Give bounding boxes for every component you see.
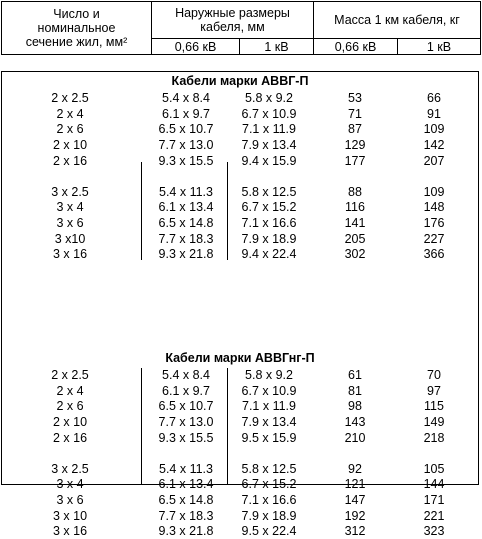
cell-cores: 3 х 10 (52, 508, 88, 523)
cell-mass-1: 109 (423, 122, 445, 137)
cell-dim-1: 7.9 х 13.4 (241, 138, 297, 153)
cell-dim-066: 5.4 х 11.3 (159, 184, 213, 199)
cell-dim-066: 6.1 х 13.4 (158, 477, 214, 492)
cell-dim-066: 6.5 х 14.8 (158, 492, 214, 507)
cell-dim-066: 5.4 х 11.3 (159, 461, 213, 476)
cell-cores: 3 х 4 (56, 477, 84, 492)
cell-mass-1: 227 (423, 231, 445, 246)
cell-dim-1: 7.9 х 18.9 (241, 508, 297, 523)
cell-cores: 3 х10 (54, 231, 86, 246)
cell-mass-1: 109 (423, 184, 445, 199)
header-sub-mass-066: 0,66 кВ (314, 39, 398, 55)
cell-mass-066: 98 (348, 399, 362, 414)
cell-dim-1: 6.7 х 10.9 (241, 106, 297, 121)
cell-dim-066: 5.4 х 8.4 (162, 368, 210, 382)
cell-mass-066: 210 (344, 430, 366, 445)
cell-mass-066: 141 (344, 215, 366, 230)
cell-dim-1: 6.7 х 15.2 (241, 477, 297, 492)
cell-cores: 2 х 10 (52, 415, 88, 430)
cell-cores: 3 х 2.5 (51, 461, 89, 476)
cell-cores: 2 х 4 (56, 383, 84, 398)
cell-dim-066: 7.7 х 18.3 (158, 508, 214, 523)
cell-cores: 2 х 2.5 (51, 368, 89, 382)
cell-mass-1: 221 (423, 508, 445, 523)
cell-mass-1: 148 (423, 200, 445, 215)
cell-mass-066: 205 (344, 231, 366, 246)
cell-mass-066: 92 (348, 461, 362, 476)
cell-cores: 3 х 6 (56, 215, 84, 230)
cell-dim-1: 7.9 х 18.9 (241, 231, 297, 246)
cell-mass-066: 147 (344, 492, 366, 507)
cell-mass-1: 66 (427, 91, 441, 105)
cell-mass-066: 302 (344, 247, 366, 262)
cell-dim-1: 5.8 х 12.5 (241, 184, 297, 199)
cell-mass-1: 218 (423, 430, 445, 445)
cell-mass-066: 87 (348, 122, 362, 137)
cell-mass-1: 144 (423, 477, 445, 492)
cell-cores: 2 х 6 (56, 122, 84, 137)
cell-mass-066: 71 (348, 106, 362, 121)
cell-mass-066: 53 (348, 91, 362, 105)
cell-cores: 3 х 2.5 (51, 184, 89, 199)
header-dimensions: Наружные размеры кабеля, мм (152, 2, 314, 39)
cell-mass-066: 81 (348, 383, 362, 398)
cell-cores: 3 х 16 (52, 524, 88, 539)
cell-cores: 2 х 2.5 (51, 91, 89, 105)
cell-dim-1: 5.8 х 12.5 (241, 461, 297, 476)
cell-mass-066: 61 (348, 368, 362, 382)
cell-cores: 3 х 16 (52, 247, 88, 262)
cell-dim-1: 7.1 х 11.9 (242, 399, 296, 414)
section-title: Кабели марки АВВГнг-П (165, 351, 315, 365)
cell-mass-1: 105 (423, 461, 445, 476)
cell-mass-066: 129 (344, 138, 366, 153)
cell-dim-066: 6.1 х 9.7 (162, 383, 210, 398)
cell-mass-1: 149 (423, 415, 445, 430)
cell-dim-1: 6.7 х 10.9 (241, 383, 297, 398)
cell-cores: 3 х 4 (56, 200, 84, 215)
header-table (1, 1, 481, 55)
cell-dim-1: 7.1 х 16.6 (241, 492, 297, 507)
cell-mass-066: 192 (344, 508, 366, 523)
cell-mass-1: 97 (427, 383, 441, 398)
cell-dim-1: 5.8 х 9.2 (245, 91, 293, 105)
cell-cores: 2 х 6 (56, 399, 84, 414)
header-sub-dim-066: 0,66 кВ (152, 39, 240, 55)
cell-cores: 2 х 16 (52, 430, 88, 445)
cell-dim-066: 9.3 х 15.5 (158, 430, 214, 445)
header-cores-section: Число и номинальное сечение жил, мм² (2, 2, 152, 55)
cell-cores: 3 х 6 (56, 492, 84, 507)
cell-dim-1: 7.1 х 11.9 (242, 122, 296, 137)
cell-dim-066: 9.3 х 21.8 (158, 524, 214, 539)
cell-dim-1: 7.1 х 16.6 (241, 215, 297, 230)
cell-mass-066: 143 (344, 415, 366, 430)
cell-mass-066: 116 (345, 200, 365, 215)
cell-dim-066: 6.5 х 14.8 (158, 215, 214, 230)
cell-mass-1: 171 (423, 492, 445, 507)
cell-mass-066: 177 (344, 153, 366, 168)
cable-data-table (1, 71, 479, 539)
cell-dim-066: 9.3 х 15.5 (158, 153, 214, 168)
cell-dim-1: 9.5 х 15.9 (241, 430, 297, 445)
cell-cores: 2 х 16 (52, 153, 88, 168)
cell-dim-066: 7.7 х 13.0 (158, 415, 214, 430)
cell-mass-066: 88 (348, 184, 362, 199)
cell-mass-1: 366 (423, 247, 445, 262)
cell-cores: 2 х 10 (52, 138, 88, 153)
header-mass: Масса 1 км кабеля, кг (314, 2, 481, 39)
cell-mass-1: 91 (427, 106, 441, 121)
cell-mass-1: 115 (424, 399, 444, 414)
cell-dim-1: 6.7 х 15.2 (241, 200, 297, 215)
cell-dim-1: 9.5 х 22.4 (241, 524, 297, 539)
cell-mass-1: 142 (423, 138, 445, 153)
cell-mass-066: 121 (344, 477, 366, 492)
cell-mass-1: 176 (423, 215, 445, 230)
cell-dim-066: 5.4 х 8.4 (162, 91, 210, 105)
cell-dim-1: 5.8 х 9.2 (245, 368, 293, 382)
cell-dim-066: 9.3 х 21.8 (158, 247, 214, 262)
cell-mass-1: 70 (427, 368, 441, 382)
cell-cores: 2 х 4 (56, 106, 84, 121)
cell-dim-066: 6.5 х 10.7 (158, 122, 214, 137)
cell-dim-066: 7.7 х 18.3 (158, 231, 214, 246)
cell-mass-1: 323 (423, 524, 445, 539)
cell-dim-066: 6.5 х 10.7 (158, 399, 214, 414)
header-sub-dim-1: 1 кВ (240, 39, 314, 55)
cell-dim-1: 9.4 х 22.4 (241, 247, 297, 262)
cell-dim-1: 9.4 х 15.9 (241, 153, 297, 168)
cell-dim-066: 6.1 х 13.4 (158, 200, 214, 215)
cell-mass-1: 207 (423, 153, 445, 168)
section-title: Кабели марки АВВГ-П (171, 74, 309, 88)
cell-mass-066: 312 (344, 524, 366, 539)
cell-dim-1: 7.9 х 13.4 (241, 415, 297, 430)
header-sub-mass-1: 1 кВ (398, 39, 481, 55)
cell-dim-066: 7.7 х 13.0 (158, 138, 214, 153)
cell-dim-066: 6.1 х 9.7 (162, 106, 210, 121)
